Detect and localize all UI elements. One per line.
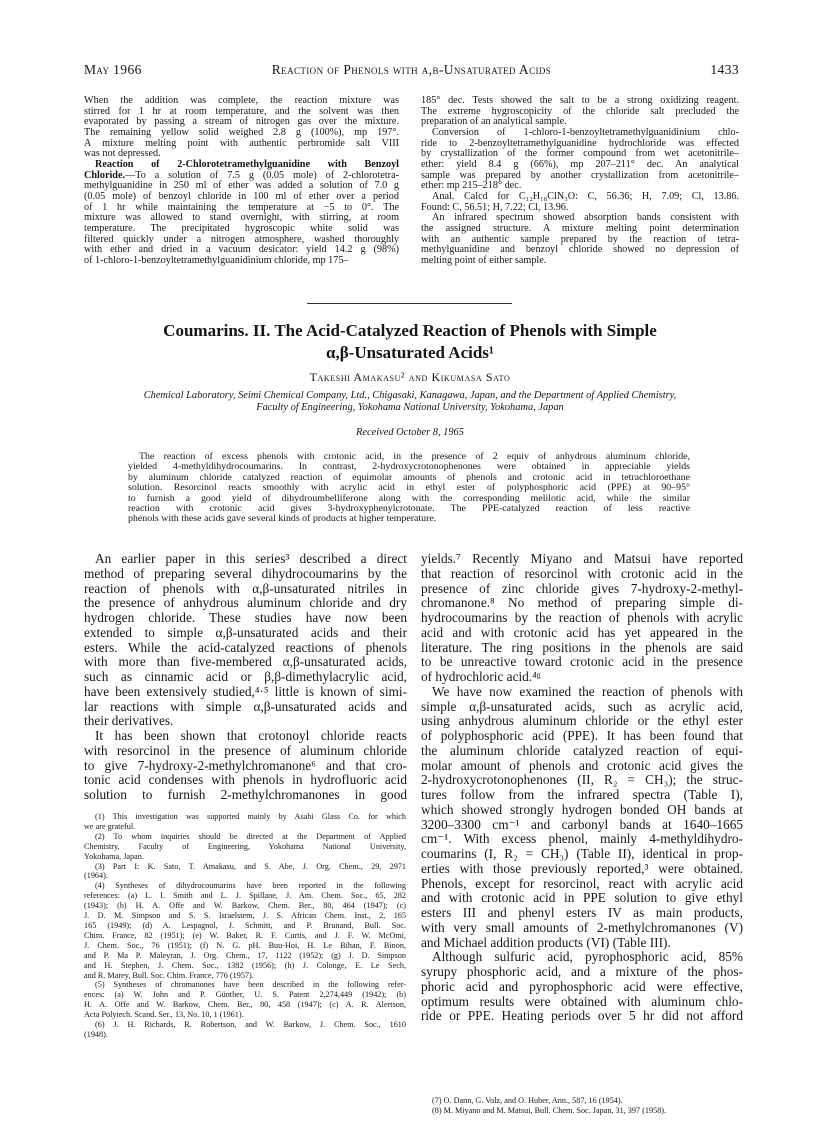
footnote-line: and H. Stephen, J. Chem. Soc., 1382 (1956); (h) J. Colonge, E. Le Sech, <box>84 960 406 970</box>
footnote-line: (1964). <box>84 871 108 881</box>
text-line: with an authentic sample prepared by the reaction of tetra- <box>421 233 739 245</box>
text-line: The extreme hygroscopicity of the chloride salt precluded the <box>421 105 739 117</box>
body-line: extended to simple α,β-unsaturated acids and their <box>84 625 407 640</box>
body-line: presence of zinc chloride gives 7-hydroxy-2-methyl- <box>421 581 743 596</box>
text-line: by crystallization of the former compound from wet acetonitrile– <box>421 148 739 160</box>
received-date: Received October 8, 1965 <box>356 427 464 438</box>
body-line: reaction of phenols with α,β-unsaturated nitriles in <box>84 581 407 596</box>
body-line: It has been shown that crotonoyl chloride reacts <box>95 729 407 743</box>
text-line: methylguanidine in 250 ml of ether was added a solution of 7.0 g <box>84 180 399 192</box>
text-line: temperature. The precipitated hygroscopic white solid was <box>84 222 399 234</box>
body-line: literature. The ring positions in the phenols are said <box>421 640 743 655</box>
body-line: cm⁻¹. With excess phenol, mainly 4-methyldihydro- <box>421 832 743 847</box>
text-line: (0.05 mole) of benzoyl chloride in 100 ml of ether over a period <box>84 190 399 202</box>
article-authors: Takeshi Amakasu² and Kikumasa Sato <box>309 370 511 384</box>
footnote-line: (5) Syntheses of chromanones have been described in the following refer- <box>95 980 406 990</box>
footnote-line: ences: (a) W. John and P. Günther, U. S. Patent 2,274,449 (1942); (b) <box>84 990 406 1000</box>
body-line: 2-hydroxycrotonophenones (II, R₂ = CH₃); the struc- <box>421 773 743 788</box>
body-line: and Michael addition products (VI) (Table III). <box>421 935 671 950</box>
footnote-line: (3) Part I: K. Sato, T. Amakasu, and S. Abe, J. Org. Chem., 29, 2971 <box>95 861 406 871</box>
text-line: 185° dec. Tests showed the salt to be a strong oxidizing reagent. <box>421 95 739 106</box>
body-line: tures follow from the infrared spectra (Table I), <box>421 788 743 802</box>
body-line: the presence of anhydrous aluminum chloride and dry <box>84 596 407 611</box>
text-line: ride to 2-benzoyltetramethylguanidine hydrochloride was effected <box>421 137 739 149</box>
abstract-line: yielded 4-methyldihydrocoumarins. In contrast, 2-hydroxycrotonophenones were obtained in appreciable yields <box>128 461 690 473</box>
text-line: evaporated by passing a stream of nitrogen gas over the mixture. <box>84 116 399 128</box>
body-line: to give 7-hydroxy-2-methylchromanone⁶ and that cro- <box>84 758 407 773</box>
abstract-line: solution. Resorcinol reacts smoothly with acrylic acid in ethyl ester of polyphosphoric acid (PPE) at 90–95° <box>128 482 690 494</box>
abstract-line: reaction with crotonic acid gives 3-hydroxyphenylcrotonate. The PPE-catalyzed reaction of less reactive <box>128 503 690 515</box>
body-line: syrupy phosphoric acid, and a mixture of the phos- <box>421 965 743 979</box>
body-line: Although sulfuric acid, pyrophosphoric acid, 85% <box>432 950 743 965</box>
footnote-line: J. Chem. Soc., 76 (1951); (f) N. G. pH. Buu-Hoi, H. Le Bihan, F. Binon, <box>84 940 406 950</box>
footnote-line: Chemistry, Faculty of Engineering, Yokohama National University, <box>84 841 406 851</box>
body-right-column <box>421 552 743 1024</box>
text-line: preparation of an analytical sample. <box>421 116 567 128</box>
footnotes-right <box>421 1096 743 1116</box>
text-line: of 1-chloro-1-benzoyltetramethylguanidinium chloride, mp 175– <box>84 254 349 266</box>
text-line: filtered quickly under a nitrogen atmosphere, washed thoroughly <box>84 233 399 245</box>
footnote-line: (7) O. Dann, G. Volz, and O. Huber, Ann., 587, 16 (1954). <box>432 1096 623 1105</box>
footnote-line: Acta Polytech. Scand. Ser., 13, No. 10, 1 (1961). <box>84 1010 244 1020</box>
body-line: 3200–3300 cm⁻¹ and carbonyl bands at 1640–1665 <box>421 817 743 832</box>
body-line: tonic acid condenses with phenols in hydrofluoric acid <box>84 773 407 788</box>
text-line: was not depressed. <box>84 148 161 160</box>
body-line: have been extensively studied,⁴·⁵ little is known of simi- <box>84 684 407 699</box>
body-line: and with crotonic acid in PPE solution to give ethyl <box>421 891 743 906</box>
body-line: using anhydrous aluminum chloride or the ethyl ester <box>421 714 743 729</box>
body-line: An earlier paper in this series³ described a direct <box>95 552 407 566</box>
body-line: simple α,β-unsaturated acids, such as acrylic acid, <box>421 699 743 714</box>
article-title-line1: Coumarins. II. The Acid-Catalyzed Reaction of Phenols with Simple <box>163 321 657 340</box>
footnote-line: (6) J. H. Richards, R. Robertson, and W. Barkow, J. Chem. Soc., 1610 <box>95 1020 406 1030</box>
body-line: Phenols, except for resorcinol, react with acrylic acid <box>421 876 743 891</box>
text-line: with ether and dried in a vacuum desicator: yield 14.2 g (98%) <box>84 244 399 256</box>
body-line: of polyphosphoric acid (PPE). It has been found that <box>421 729 743 743</box>
footnote-line: we are grateful. <box>84 821 136 831</box>
text-line: ether: mp 215–218° dec. <box>421 180 522 192</box>
abstract-line: The reaction of excess phenols with crotonic acid, in the presence of 2 equiv of anhydrous aluminum chloride, <box>139 451 690 462</box>
body-line: optimum results were obtained with aluminum chlo- <box>421 994 743 1009</box>
body-line: method of preparing several dihydrocoumarins by the <box>84 566 407 581</box>
text-line: mixture was allowed to stand overnight, with stirring, at room <box>84 212 399 224</box>
text-line: melting point of either sample. <box>421 254 547 266</box>
article-title-line2: α,β-Unsaturated Acids¹ <box>325 343 495 362</box>
body-line: which showed strongly hydrogen bonded OH bands at <box>421 802 743 817</box>
body-line: ride or PPE. Heating periods over 5 hr did not afford <box>421 1009 743 1024</box>
body-line: such as cinnamic acid or β,β-dimethylacrylic acid, <box>84 670 407 684</box>
text-line: When the addition was complete, the reaction mixture was <box>84 95 399 106</box>
text-line: methylguanidine and benzoyl chloride showed no depression of <box>421 244 739 256</box>
affiliation-line1: Chemical Laboratory, Seimi Chemical Company, Ltd., Chigasaki, Kanagawa, Japan, and the Department of Applied Chemistry, <box>143 390 677 401</box>
text-line: An infrared spectrum showed absorption bands consistent with <box>432 212 739 224</box>
footnote-line: (2) To whom inquiries should be directed at the Department of Applied <box>95 831 406 841</box>
footnote-line: Yokohama, Japan. <box>84 851 144 861</box>
footnote-line: H. A. Offe and W. Barkow, Chem. Ber., 80, 458 (1947); (c) A. R. Alertson, <box>84 1000 406 1010</box>
body-left-column <box>84 552 407 803</box>
footnote-line: references: (a) L. I. Smith and L. J. Spillane, J. Am. Chem. Soc., 65, 282 <box>84 891 406 901</box>
body-line: with resorcinol in the presence of aluminum chloride <box>84 743 407 758</box>
body-line: solution to furnish 2-methylchromanones in good <box>84 788 407 802</box>
body-line: with very small amounts of 2-methylchromanones (V) <box>421 920 743 935</box>
text-line: The remaining yellow solid weighed 2.8 g (100%), mp 197°. <box>84 126 399 138</box>
body-line: with more than five-membered α,β-unsaturated acids, <box>84 655 407 670</box>
body-line: hydrogen chloride. These studies have now been <box>84 611 407 625</box>
page-number: 1433 <box>710 62 739 77</box>
running-title: Reaction of Phenols with α,β-Unsaturated Acids <box>271 62 552 77</box>
text-line: Reaction of 2-Chlorotetramethylguanidine with Benzoyl <box>95 158 399 170</box>
body-line: esters. While the acid-catalyzed reactions of phenols <box>84 640 407 655</box>
running-head <box>84 62 739 82</box>
body-line: hydrocoumarins by the reaction of phenols with acrylic <box>421 611 743 625</box>
footnotes-left <box>84 812 406 1040</box>
body-line: lar reactions with simple α,β-unsaturated acids and <box>84 699 407 714</box>
body-line: acid and with crotonic acid has yet appeared in the <box>421 625 743 640</box>
footnote-line: (1) This investigation was supported mainly by Asahi Glass Co. for which <box>95 812 406 821</box>
text-line: sample was prepared by another crystallization from acetonitrile– <box>421 169 739 181</box>
footnote-line: Chim. France, 82 (1951); (e) W. Baker, R. F. Curtis, and J. F. W. McOmi, <box>84 930 406 940</box>
body-line: of hydrochloric acid.⁴ᵍ <box>421 670 541 684</box>
body-line: their derivatives. <box>84 714 174 729</box>
affiliation-line2: Faculty of Engineering, Yokohama National University, Yokohama, Japan <box>256 402 564 413</box>
abstract-line: to furnish a good yield of dihydroumbelliferone along with the corresponding melilotic acid, while the similar <box>128 492 690 504</box>
body-line: esters III and phenyl esters IV as main products, <box>421 906 743 920</box>
body-line: the aluminum chloride catalyzed reaction of equi- <box>421 743 743 758</box>
body-line: chromanone.⁸ No method of preparing simple di- <box>421 596 743 611</box>
text-line: Conversion of 1-chloro-1-benzoyltetramethylguanidinium chlo- <box>432 126 739 138</box>
body-line: phoric acid and pyrophosphoric acid were effective, <box>421 979 743 994</box>
abstract <box>128 452 690 525</box>
abstract-line: by aluminum chloride catalyzed reaction of equimolar amounts of phenols and crotonic acid in tetrachloroethane <box>128 471 690 483</box>
text-line: of 1 hr while maintaining the temperature at −5 to 0°. The <box>84 201 399 213</box>
top-left-column <box>84 96 399 267</box>
footnote-line: 165 (1949); (d) A. Lespagnol, J. Schmitt, and P. Brunand, Bull. Soc. <box>84 920 406 930</box>
section-divider <box>307 303 512 304</box>
text-line: ether: yield 8.4 g (66%), mp 207–211° dec. An analytical <box>421 158 739 170</box>
body-line: that reaction of resorcinol with crotonic acid in the <box>421 566 743 581</box>
abstract-line: phenols with these acids gave several kinds of products at higher temperature. <box>128 513 437 525</box>
body-line: erties with those previously reported,³ were obtained. <box>421 861 743 876</box>
affiliation <box>60 390 760 414</box>
body-line: yields.⁷ Recently Miyano and Matsui have reported <box>421 552 743 566</box>
footnote-line: (1948). <box>84 1029 108 1039</box>
footnote-line: J. D. M. Simpson and S. S. Israelstem, J. S. African Chem. Inst., 2, 165 <box>84 911 406 921</box>
top-right-column <box>421 96 739 267</box>
text-line: Chloride.—To a solution of 7.5 g (0.05 mole) of 2-chlorotetra- <box>84 169 399 181</box>
text-line: A mixture melting point with authentic perbromide salt VIII <box>84 137 399 149</box>
body-line: to be unreactive toward crotonic acid in the presence <box>421 655 743 670</box>
body-line: We have now examined the reaction of phenols with <box>432 684 743 699</box>
footnote-line: (8) M. Miyano and M. Matsui, Bull. Chem. Soc. Japan, 31, 397 (1958). <box>432 1105 667 1115</box>
footnote-line: (4) Syntheses of dihydrocoumarins have been reported in the following <box>95 881 406 891</box>
footnote-line: (1943); (b) H. A. Offe and W. Barkow, Chem. Ber., 80, 464 (1947); (c) <box>84 901 406 911</box>
text-line: stirred for 1 hr at room temperature, and the solvent was then <box>84 105 399 117</box>
body-line: coumarins (I, R₂ = CH₃) (Table II), identical in prop- <box>421 847 743 861</box>
body-line: molar amount of phenols and crotonic acid gives the <box>421 758 743 773</box>
footnote-line: and P. Ma P. Maleyran, J. Org. Chem., 17, 1122 (1952); (g) J. D. Simpson <box>84 950 406 960</box>
text-line: Found: C, 56.51; H, 7.22; Cl, 13.96. <box>421 201 569 213</box>
text-line: the assigned structure. A mixture melting point determination <box>421 222 739 234</box>
issue-date: May 1966 <box>84 62 142 77</box>
text-line: Anal. Calcd for C₁₂H₁₈ClN₃O: C, 56.36; H, 7.09; Cl, 13.86. <box>432 190 739 202</box>
footnote-line: and R. Marey, Bull. Soc. Chim. France, 776 (1957). <box>84 970 254 980</box>
